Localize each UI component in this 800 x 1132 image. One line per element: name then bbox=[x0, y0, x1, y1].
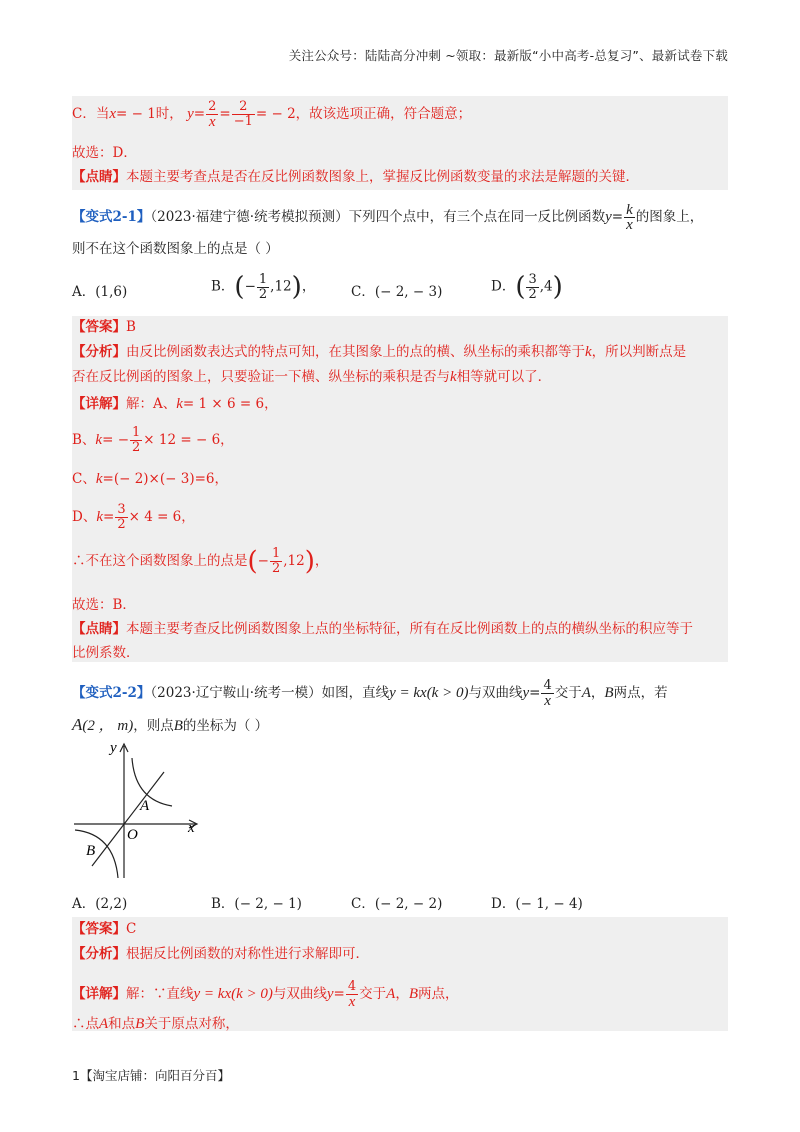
solution-block-2-2 bbox=[72, 917, 728, 1031]
q21-conclusion: ∴不在这个函数图象上的点是(− $\frac{1}{2}$ ,12)， bbox=[72, 546, 329, 577]
q21-dianjing-1: 【点睛】本题主要考查反比例函数图象上点的坐标特征，所有在反比例函数上的点的横纵坐标的积应等于 bbox=[72, 621, 693, 637]
q22-detail-1: 【详解】解：∵直线y = kx(k > 0)与双曲线y= $\frac{4}{x}$ 交于A，B两点， bbox=[72, 979, 459, 1010]
q22-option-c: C．(− 2, − 2) bbox=[351, 896, 443, 912]
q21-detail-c: C、k=(− 2)×(− 3)=6， bbox=[72, 471, 228, 487]
q22-detail-2: ∴点A和点B关于原点对称， bbox=[72, 1016, 239, 1032]
q21-detail-b: B、k= − $\frac{1}{2}$ × 12 = − 6， bbox=[72, 425, 234, 455]
y-axis-label: y bbox=[110, 740, 117, 756]
q21-option-c: C．(− 2, − 3) bbox=[351, 284, 443, 300]
q21-option-b: B．(− $\frac{1}{2}$ ,12)， bbox=[211, 271, 316, 302]
question-2-1-line2: 则不在这个函数图象上的点是（ ） bbox=[72, 241, 279, 257]
hyperbola-branch-q3 bbox=[75, 830, 118, 878]
q21-detail-a: 【详解】解：A、k= 1 × 6 = 6， bbox=[72, 396, 278, 412]
x-axis-label: x bbox=[188, 820, 195, 836]
point-a-label: A bbox=[140, 798, 150, 814]
q21-detail-d: D、k= $\frac{3}{2}$ × 4 = 6， bbox=[72, 502, 195, 532]
option-c-explanation: C．当x= − 1时， y= $\frac{2}{x}$ = $\frac{2}{-1}$ = − 2，故该选项正确，符合题意； bbox=[72, 99, 472, 130]
dianjing-prev: 【点睛】本题主要考查点是否在反比例函数图象上，掌握反比例函数变量的求法是解题的关键． bbox=[72, 169, 639, 185]
page-number: 1 bbox=[72, 1068, 80, 1083]
page-footer bbox=[72, 1066, 230, 1084]
question-2-1-stem: 【变式2-1】（2023·福建宁德·统考模拟预测）下列四个点中，有三个点在同一反比例函数y= $\frac{k}{x}$ 的图象上， bbox=[72, 202, 704, 233]
choose-line-prev: 故选：D． bbox=[72, 145, 137, 161]
origin-label: O bbox=[127, 827, 138, 843]
q21-dianjing-2: 比例系数． bbox=[72, 645, 140, 661]
q22-option-a: A．(2,2) bbox=[72, 896, 128, 912]
point-b-label: B bbox=[86, 843, 96, 859]
q21-choose: 故选：B． bbox=[72, 597, 136, 613]
question-2-2-line2: A(2 ， m)，则点B的坐标为（ ） bbox=[72, 715, 269, 734]
q21-analysis-2: 否在反比例函的图象上，只要验证一下横、纵坐标的乘积是否与k相等就可以了． bbox=[72, 369, 552, 385]
hyperbola-branch-q1 bbox=[132, 758, 172, 806]
footer-shop: 【淘宝店铺：向阳百分百】 bbox=[79, 1068, 230, 1083]
q21-option-a: A．(1,6) bbox=[72, 284, 128, 300]
q21-option-d: D．( $\frac{3}{2}$ ,4) bbox=[491, 271, 563, 302]
question-2-2-stem: 【变式2-2】（2023·辽宁鞍山·统考一模）如图，直线y = kx(k > 0)与双曲线y= $\frac{4}{x}$ 交于A，B两点，若 bbox=[72, 678, 668, 709]
q21-answer: 【答案】B bbox=[72, 319, 136, 335]
line-through-origin bbox=[92, 772, 164, 866]
q21-analysis-1: 【分析】由反比例函数表达式的特点可知，在其图象上的点的横、纵坐标的乘积都等于k，所以判断点是 bbox=[72, 344, 687, 360]
hyperbola-figure bbox=[72, 740, 207, 880]
q22-analysis: 【分析】根据反比例函数的对称性进行求解即可． bbox=[72, 946, 369, 962]
page-header: 关注公众号：陆陆高分冲刺 ~领取：最新版“小中高考-总复习”、最新试卷下载 bbox=[288, 48, 728, 63]
q22-answer: 【答案】C bbox=[72, 921, 137, 937]
q22-option-d: D．(− 1, − 4) bbox=[491, 896, 583, 912]
q22-option-b: B．(− 2, − 1) bbox=[211, 896, 302, 912]
